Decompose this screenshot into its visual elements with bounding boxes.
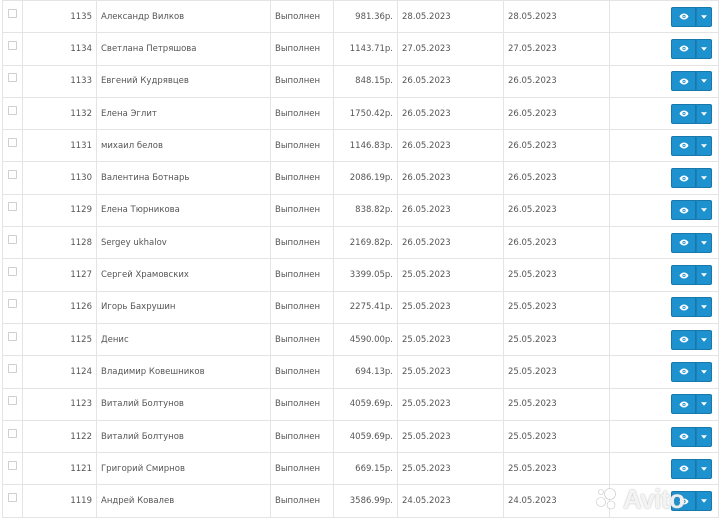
customer-name: Sergey ukhalov <box>97 227 271 259</box>
caret-down-icon <box>701 338 707 342</box>
date-modified: 26.05.2023 <box>504 130 610 162</box>
view-order-button[interactable] <box>671 39 696 59</box>
order-id: 1121 <box>23 453 97 485</box>
date-modified: 25.05.2023 <box>504 356 610 388</box>
order-total: 1143.71р. <box>334 33 398 65</box>
order-total: 1146.83р. <box>334 130 398 162</box>
row-select-checkbox[interactable] <box>8 461 17 470</box>
row-select-checkbox[interactable] <box>8 202 17 211</box>
order-actions <box>671 330 712 350</box>
order-actions <box>671 297 712 317</box>
order-actions-dropdown-button[interactable] <box>696 136 712 156</box>
order-total: 1750.42р. <box>334 97 398 129</box>
caret-down-icon <box>701 273 707 277</box>
date-modified: 26.05.2023 <box>504 162 610 194</box>
row-select-checkbox[interactable] <box>8 106 17 115</box>
order-status: Выполнен <box>271 1 334 33</box>
order-total: 4590.00р. <box>334 323 398 355</box>
order-status: Выполнен <box>271 356 334 388</box>
order-id: 1125 <box>23 323 97 355</box>
row-select-cell <box>3 33 23 65</box>
customer-name: Григорий Смирнов <box>97 453 271 485</box>
date-added: 24.05.2023 <box>398 485 504 517</box>
order-id: 1124 <box>23 356 97 388</box>
order-id: 1131 <box>23 130 97 162</box>
caret-down-icon <box>701 47 707 51</box>
order-actions <box>671 233 712 253</box>
table-row <box>3 453 719 485</box>
eye-icon <box>679 45 689 52</box>
order-id: 1122 <box>23 420 97 452</box>
view-order-button[interactable] <box>671 168 696 188</box>
date-added: 26.05.2023 <box>398 130 504 162</box>
date-modified: 26.05.2023 <box>504 227 610 259</box>
actions-cell <box>610 97 719 129</box>
order-actions <box>671 136 712 156</box>
date-added: 25.05.2023 <box>398 323 504 355</box>
row-select-cell <box>3 65 23 97</box>
eye-icon <box>679 401 689 408</box>
view-order-button[interactable] <box>671 233 696 253</box>
date-modified: 25.05.2023 <box>504 259 610 291</box>
caret-down-icon <box>701 112 707 116</box>
actions-cell <box>610 227 719 259</box>
order-actions-dropdown-button[interactable] <box>696 394 712 414</box>
caret-down-icon <box>701 402 707 406</box>
view-order-button[interactable] <box>671 491 696 511</box>
view-order-button[interactable] <box>671 104 696 124</box>
order-actions <box>671 168 712 188</box>
order-actions-dropdown-button[interactable] <box>696 491 712 511</box>
date-modified: 24.05.2023 <box>504 485 610 517</box>
actions-cell <box>610 33 719 65</box>
caret-down-icon <box>701 499 707 503</box>
table-row <box>3 485 719 517</box>
row-select-cell <box>3 162 23 194</box>
row-select-checkbox[interactable] <box>8 138 17 147</box>
row-select-checkbox[interactable] <box>8 493 17 502</box>
table-row <box>3 388 719 420</box>
order-status: Выполнен <box>271 227 334 259</box>
actions-cell <box>610 1 719 33</box>
eye-icon <box>679 175 689 182</box>
actions-cell <box>610 194 719 226</box>
order-actions <box>671 104 712 124</box>
table-row <box>3 227 719 259</box>
order-total: 3399.05р. <box>334 259 398 291</box>
table-row <box>3 130 719 162</box>
actions-cell <box>610 323 719 355</box>
order-status: Выполнен <box>271 420 334 452</box>
order-id: 1123 <box>23 388 97 420</box>
row-select-cell <box>3 323 23 355</box>
order-total: 838.82р. <box>334 194 398 226</box>
customer-name: Андрей Ковалев <box>97 485 271 517</box>
order-status: Выполнен <box>271 33 334 65</box>
table-row <box>3 65 719 97</box>
watermark-text: Avito <box>623 483 685 514</box>
view-order-button[interactable] <box>671 330 696 350</box>
eye-icon <box>679 304 689 311</box>
row-select-cell <box>3 356 23 388</box>
orders-table <box>2 0 719 518</box>
order-actions <box>671 39 712 59</box>
table-row <box>3 259 719 291</box>
date-added: 25.05.2023 <box>398 453 504 485</box>
table-row <box>3 33 719 65</box>
date-modified: 28.05.2023 <box>504 1 610 33</box>
actions-cell <box>610 130 719 162</box>
order-status: Выполнен <box>271 259 334 291</box>
date-modified: 26.05.2023 <box>504 65 610 97</box>
row-select-cell <box>3 227 23 259</box>
order-actions-dropdown-button[interactable] <box>696 362 712 382</box>
order-total: 2169.82р. <box>334 227 398 259</box>
date-modified: 25.05.2023 <box>504 291 610 323</box>
date-added: 26.05.2023 <box>398 162 504 194</box>
table-row <box>3 291 719 323</box>
order-status: Выполнен <box>271 453 334 485</box>
actions-cell <box>610 291 719 323</box>
row-select-checkbox[interactable] <box>8 332 17 341</box>
date-modified: 25.05.2023 <box>504 453 610 485</box>
order-total: 4059.69р. <box>334 388 398 420</box>
customer-name: Виталий Болтунов <box>97 388 271 420</box>
order-actions <box>671 394 712 414</box>
eye-icon <box>679 433 689 440</box>
date-added: 26.05.2023 <box>398 194 504 226</box>
caret-down-icon <box>701 370 707 374</box>
order-status: Выполнен <box>271 162 334 194</box>
order-id: 1127 <box>23 259 97 291</box>
actions-cell <box>610 485 719 517</box>
order-actions-dropdown-button[interactable] <box>696 459 712 479</box>
view-order-button[interactable] <box>671 7 696 27</box>
view-order-button[interactable] <box>671 394 696 414</box>
customer-name: михаил белов <box>97 130 271 162</box>
eye-icon <box>679 368 689 375</box>
view-order-button[interactable] <box>671 459 696 479</box>
order-id: 1133 <box>23 65 97 97</box>
order-actions-dropdown-button[interactable] <box>696 7 712 27</box>
date-added: 26.05.2023 <box>398 227 504 259</box>
view-order-button[interactable] <box>671 362 696 382</box>
order-actions <box>671 491 712 511</box>
row-select-cell <box>3 194 23 226</box>
row-select-checkbox[interactable] <box>8 235 17 244</box>
row-select-cell <box>3 485 23 517</box>
row-select-cell <box>3 259 23 291</box>
actions-cell <box>610 420 719 452</box>
row-select-cell <box>3 388 23 420</box>
order-actions <box>671 71 712 91</box>
order-total: 669.15р. <box>334 453 398 485</box>
customer-name: Валентина Ботнарь <box>97 162 271 194</box>
eye-icon <box>679 13 689 20</box>
order-id: 1134 <box>23 33 97 65</box>
caret-down-icon <box>701 144 707 148</box>
customer-name: Евгений Кудрявцев <box>97 65 271 97</box>
caret-down-icon <box>701 79 707 83</box>
table-row <box>3 323 719 355</box>
eye-icon <box>679 498 689 505</box>
table-row <box>3 1 719 33</box>
order-status: Выполнен <box>271 323 334 355</box>
order-id: 1135 <box>23 1 97 33</box>
eye-icon <box>679 78 689 85</box>
customer-name: Игорь Бахрушин <box>97 291 271 323</box>
order-actions <box>671 200 712 220</box>
customer-name: Денис <box>97 323 271 355</box>
order-actions <box>671 265 712 285</box>
caret-down-icon <box>701 241 707 245</box>
row-select-cell <box>3 1 23 33</box>
date-modified: 26.05.2023 <box>504 97 610 129</box>
eye-icon <box>679 239 689 246</box>
caret-down-icon <box>701 435 707 439</box>
order-id: 1119 <box>23 485 97 517</box>
row-select-checkbox[interactable] <box>8 170 17 179</box>
date-added: 25.05.2023 <box>398 291 504 323</box>
order-id: 1129 <box>23 194 97 226</box>
row-select-checkbox[interactable] <box>8 429 17 438</box>
view-order-button[interactable] <box>671 427 696 447</box>
row-select-cell <box>3 420 23 452</box>
order-total: 2275.41р. <box>334 291 398 323</box>
row-select-checkbox[interactable] <box>8 396 17 405</box>
date-modified: 26.05.2023 <box>504 194 610 226</box>
row-select-checkbox[interactable] <box>8 9 17 18</box>
order-actions <box>671 427 712 447</box>
order-actions <box>671 362 712 382</box>
customer-name: Владимир Ковешников <box>97 356 271 388</box>
table-row <box>3 194 719 226</box>
eye-icon <box>679 207 689 214</box>
date-modified: 25.05.2023 <box>504 323 610 355</box>
row-select-checkbox[interactable] <box>8 73 17 82</box>
order-actions-dropdown-button[interactable] <box>696 200 712 220</box>
row-select-checkbox[interactable] <box>8 299 17 308</box>
order-actions-dropdown-button[interactable] <box>696 71 712 91</box>
order-id: 1130 <box>23 162 97 194</box>
order-actions-dropdown-button[interactable] <box>696 233 712 253</box>
date-added: 25.05.2023 <box>398 420 504 452</box>
row-select-cell <box>3 130 23 162</box>
eye-icon <box>679 110 689 117</box>
date-added: 25.05.2023 <box>398 356 504 388</box>
customer-name: Сергей Храмовских <box>97 259 271 291</box>
row-select-cell <box>3 97 23 129</box>
order-id: 1132 <box>23 97 97 129</box>
order-total: 2086.19р. <box>334 162 398 194</box>
order-actions-dropdown-button[interactable] <box>696 265 712 285</box>
row-select-checkbox[interactable] <box>8 364 17 373</box>
date-added: 26.05.2023 <box>398 65 504 97</box>
date-added: 25.05.2023 <box>398 388 504 420</box>
eye-icon <box>679 336 689 343</box>
view-order-button[interactable] <box>671 71 696 91</box>
date-added: 27.05.2023 <box>398 33 504 65</box>
order-actions <box>671 459 712 479</box>
order-status: Выполнен <box>271 388 334 420</box>
actions-cell <box>610 259 719 291</box>
orders-table-body <box>3 1 719 518</box>
order-status: Выполнен <box>271 65 334 97</box>
table-row <box>3 162 719 194</box>
caret-down-icon <box>701 176 707 180</box>
view-order-button[interactable] <box>671 265 696 285</box>
caret-down-icon <box>701 467 707 471</box>
eye-icon <box>679 465 689 472</box>
order-actions <box>671 7 712 27</box>
row-select-checkbox[interactable] <box>8 267 17 276</box>
customer-name: Светлана Петряшова <box>97 33 271 65</box>
table-row <box>3 97 719 129</box>
order-status: Выполнен <box>271 485 334 517</box>
order-actions-dropdown-button[interactable] <box>696 104 712 124</box>
eye-icon <box>679 272 689 279</box>
order-actions-dropdown-button[interactable] <box>696 297 712 317</box>
order-total: 4059.69р. <box>334 420 398 452</box>
order-id: 1126 <box>23 291 97 323</box>
actions-cell <box>610 356 719 388</box>
caret-down-icon <box>701 15 707 19</box>
date-added: 28.05.2023 <box>398 1 504 33</box>
view-order-button[interactable] <box>671 297 696 317</box>
order-status: Выполнен <box>271 194 334 226</box>
order-actions-dropdown-button[interactable] <box>696 427 712 447</box>
view-order-button[interactable] <box>671 136 696 156</box>
customer-name: Александр Вилков <box>97 1 271 33</box>
date-modified: 27.05.2023 <box>504 33 610 65</box>
order-total: 981.36р. <box>334 1 398 33</box>
table-row <box>3 356 719 388</box>
row-select-checkbox[interactable] <box>8 41 17 50</box>
order-actions-dropdown-button[interactable] <box>696 330 712 350</box>
row-select-cell <box>3 453 23 485</box>
order-total: 3586.99р. <box>334 485 398 517</box>
actions-cell <box>610 65 719 97</box>
actions-cell <box>610 453 719 485</box>
customer-name: Виталий Болтунов <box>97 420 271 452</box>
date-modified: 25.05.2023 <box>504 420 610 452</box>
date-modified: 25.05.2023 <box>504 388 610 420</box>
order-status: Выполнен <box>271 130 334 162</box>
caret-down-icon <box>701 208 707 212</box>
date-added: 26.05.2023 <box>398 97 504 129</box>
order-actions-dropdown-button[interactable] <box>696 39 712 59</box>
customer-name: Елена Тюрникова <box>97 194 271 226</box>
actions-cell <box>610 162 719 194</box>
view-order-button[interactable] <box>671 200 696 220</box>
actions-cell <box>610 388 719 420</box>
table-row <box>3 420 719 452</box>
order-total: 848.15р. <box>334 65 398 97</box>
order-id: 1128 <box>23 227 97 259</box>
order-actions-dropdown-button[interactable] <box>696 168 712 188</box>
date-added: 25.05.2023 <box>398 259 504 291</box>
order-status: Выполнен <box>271 291 334 323</box>
customer-name: Елена Эглит <box>97 97 271 129</box>
order-status: Выполнен <box>271 97 334 129</box>
row-select-cell <box>3 291 23 323</box>
eye-icon <box>679 142 689 149</box>
caret-down-icon <box>701 305 707 309</box>
order-total: 694.13р. <box>334 356 398 388</box>
